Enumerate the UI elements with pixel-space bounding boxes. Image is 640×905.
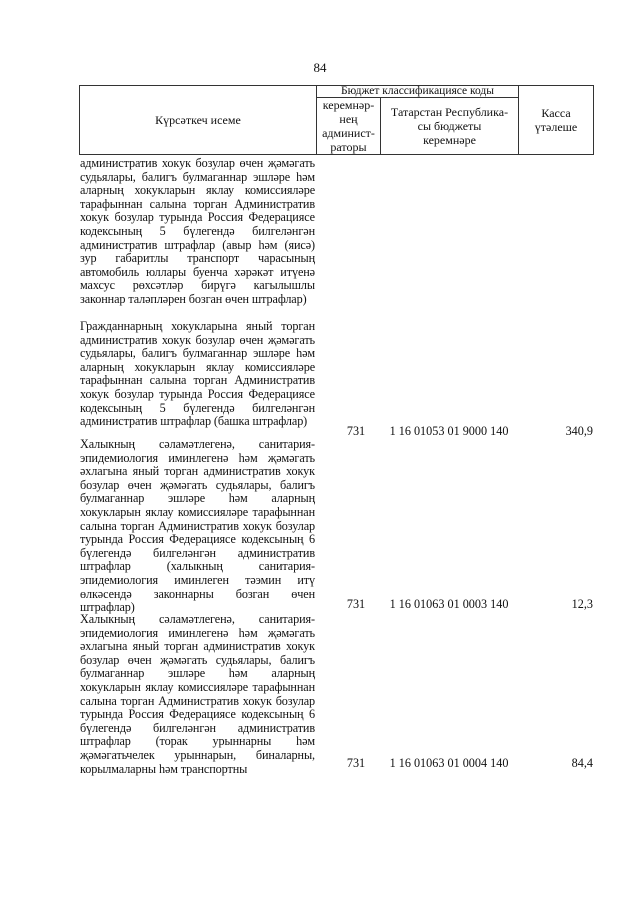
row-name: административ хокук бозулар өчен җәмәгать судьялары, балигъ булмаганнар эшләре һәм аларның хокукларын яклау комиссияләре тарафыннан салына торган Административ хокук бозулар турында Россия Федерациясе кодексының 5 бүлегендә билгеләнгән административ штрафлар (авыр һәм (яисә) зур габаритлы транспорт чарасының автомобиль юллары буенча хәрәкәт итүенә махсус рөхсәтләр бирүгә кагылышлы законнар таләпләрен бозган өчен штрафлар)	[80, 156, 315, 306]
page-number: 84	[313, 60, 327, 75]
row-budget-code: 1 16 01063 01 0003 140	[389, 597, 509, 611]
row-amount: 12,3	[571, 597, 593, 611]
header-budget-revenue: Татарстан Республика- сы бюджеты керемнәре	[390, 105, 509, 147]
row-name: Халыкның сәламәтлегенә, санитария-эпидемиология иминлегенә һәм җәмәгать әхлагына яный торган административ хокук бозулар өчен җәмәгать судьялары, балигъ булмаганнар эшләре һәм аларның хокукларын яклау комиссияләре тарафыннан салына торган Административ хокук бозулар турында Россия Федерациясе кодексының 6 бүлегендә билгеләнгән административ штрафлар (торак урыннарны һәм җәмәгатьчелек урыннарын, биналарны, корылмаларны һәм транспортны	[80, 612, 315, 776]
header-bottom-border	[79, 154, 593, 155]
row-amount: 84,4	[571, 756, 593, 770]
row-name: Халыкның сәламәтлегенә, санитария-эпидемиология иминлегенә һәм җәмәгать әхлагына яный торган административ хокук бозулар өчен җәмәгать судьялары, балигъ булмаганнар эшләре һәм аларның хокукларын яклау комиссияләре тарафыннан салына торган Административ хокук бозулар турында Россия Федерациясе кодексының 6 бүлегендә билгеләнгән административ штрафлар (халыкның санитария-эпидемиология иминлеген тәэмин итү өлкәсендә законнарны бозган өчен штрафлар)	[80, 437, 315, 615]
row-admin-code: 731	[346, 424, 366, 438]
row-amount: 340,9	[565, 424, 593, 438]
row-budget-code: 1 16 01053 01 9000 140	[389, 424, 509, 438]
row-admin-code: 731	[346, 756, 366, 770]
header-right-border	[593, 85, 594, 155]
header-cash: Касса үтәлеше	[534, 106, 578, 134]
header-budget-classification: Бюджет классификациясе коды	[341, 85, 494, 97]
header-admin: керемнәр- нең админист- раторы	[322, 98, 375, 154]
row-admin-code: 731	[346, 597, 366, 611]
header-indicator: Күрсәткеч исеме	[155, 113, 241, 127]
row-name: Гражданнарның хокукларына яный торган административ хокук бозулар өчен җәмәгать судьялары, балигъ булмаганнар эшләре һәм аларның хокукларын яклау комиссияләре тарафыннан салына торган Административ хокук бозулар турында Россия Федерациясе кодексының 5 бүлегендә билгеләнгән административ штрафлар (башка штрафлар)	[80, 319, 315, 429]
row-budget-code: 1 16 01063 01 0004 140	[389, 756, 509, 770]
